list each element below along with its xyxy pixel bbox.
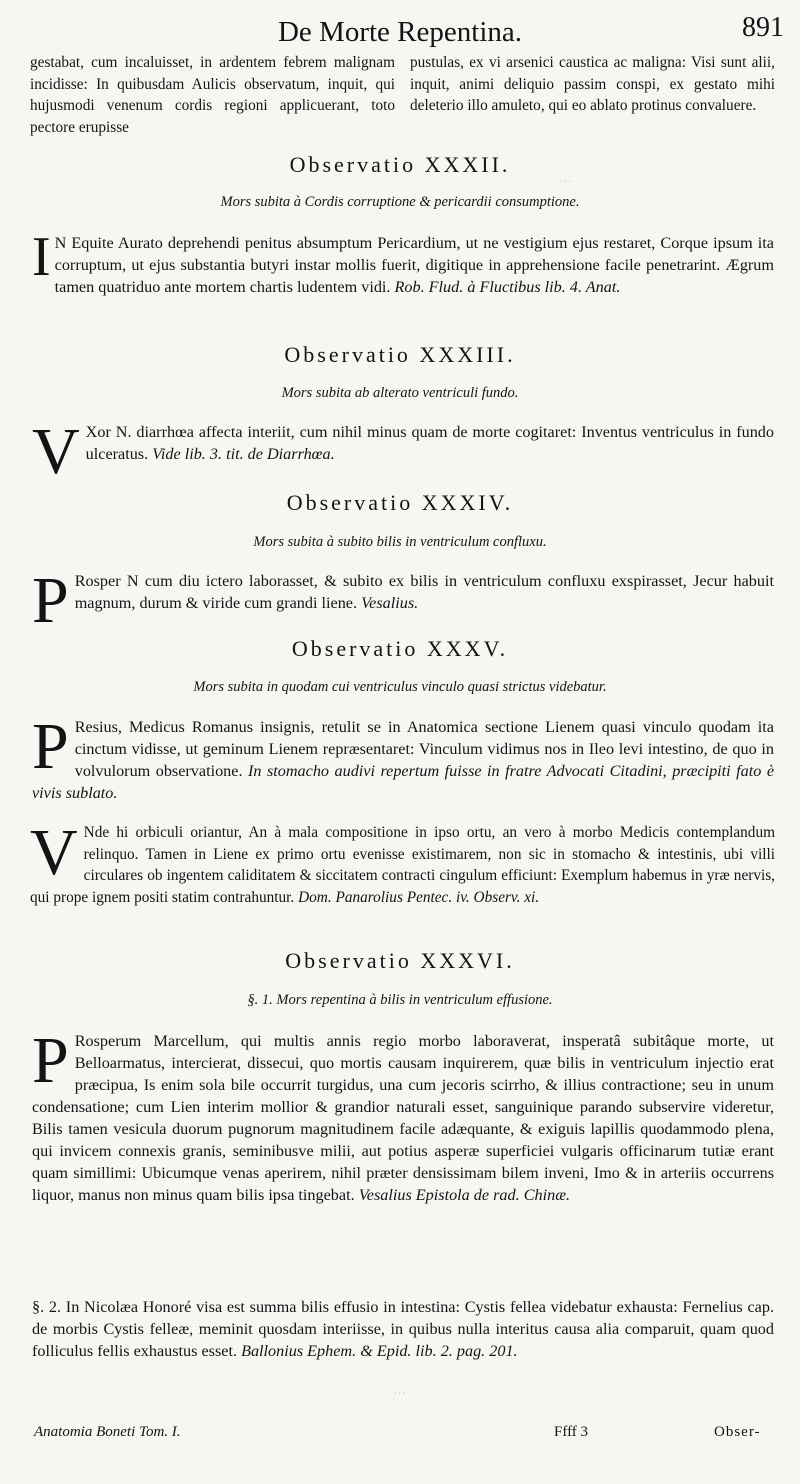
drop-capital: P bbox=[32, 1024, 69, 1097]
page-number: 891 bbox=[742, 12, 784, 43]
two-column-text: V Nde hi orbiculi oriantur, An à mala compositione in ipso ortu, an vero à morbo Medicis contemplandum relinquo. Tamen in Liene ex primo ortu evenisse existimarem, non sic in stomacho & intestinis, ubi villi circulares ob ingentem caliditatem & siccitatem contracti cingulum efficiunt: Exemplum habemus in yræ nervis, qui prope ignem positi statim contrahuntur. Dom. Panarolius Pentec. iv. Observ. xi. bbox=[30, 816, 775, 906]
bleed-through-text: … bbox=[560, 170, 572, 185]
observatio-body: P Rosper N cum diu ictero laborasset, & subito ex bilis in ventriculum confluxu exspirasset, Jecur habuit magnum, durum & viride cum grandi liene. Vesalius. bbox=[32, 564, 774, 637]
drop-capital: P bbox=[32, 710, 69, 783]
observatio-subtitle: Mors subita à subito bilis in ventriculum confluxu. bbox=[253, 534, 547, 550]
citation: Rob. Flud. à Fluctibus lib. 4. Anat. bbox=[394, 278, 621, 296]
observatio-body-section-2: §. 2. In Nicolæa Honoré visa est summa bilis effusio in intestina: Cystis fellea videbatur exhausta: Fernelius cap. de morbis Cystis felleæ, meminit quosdam interiisse, in quibus nulla interitus causa alia comparuit, quam quod folliculus fellis exhaustus esset. Ballonius Ephem. & Epid. lib. 2. pag. 201. bbox=[32, 1298, 774, 1360]
citation: Dom. Panarolius Pentec. iv. Observ. xi. bbox=[298, 888, 540, 906]
signature-mark: Ffff 3 bbox=[554, 1424, 589, 1440]
observatio-body: V Xor N. diarrhœa affecta interiit, cum nihil minus quam de morte cogitaret: Inventus ventriculus in fundo ulceratus. Vide lib. 3. tit. de Diarrhœa. bbox=[32, 415, 774, 488]
observatio-body: P Resius, Medicus Romanus insignis, retulit se in Anatomica sectione Lienem quasi vinculo quodam ita cinctum vidisse, ut geminum Lienem repræsentaret: Vinculum vidimus nos in Ileo levi intestino, de quo in volvulorum observatione. In stomacho audivi repertum fuisse in fratre Advocati Citadini, præcipiti fato è vivis sublato. bbox=[32, 710, 775, 802]
intro-columns bbox=[30, 52, 775, 138]
drop-capital: V bbox=[30, 816, 78, 889]
observatio-subtitle: Mors subita in quodam cui ventriculus vinculo quasi strictus videbatur. bbox=[193, 679, 607, 695]
drop-capital: V bbox=[32, 415, 80, 488]
observatio-body: P Rosperum Marcellum, qui multis annis regio morbo laboraverat, insperatâ subitâque morte, ut Belloarmatus, intercierat, dissecui, quo mortis causam inquirerem, quæ bilis in ventriculum injectio erat præcipua, Is enim sola bile occurrit turgidus, una cum jecoris scirrho, & illius contractione; seu in unum condensatione; cum Lien interim mollior & grandior naturali esset, sanguinique parando subservire videretur, Bilis tamen vesicula duorum pugnorum magnitudinem facile adæquante, & exiguis lapillis quodammodo plena, qui invicem connexis granis, seminibusve milii, aut potius asperæ superficiei vulgaris officinarum tutiæ erant quam simillimi: Ubicumque venas aperirem, nihil præter densissimam bilem inveni, Imo & in arteriis occurrens liquor, manus non minus quam bilis ipsa tingebat. Vesalius Epistola de rad. Chinæ. bbox=[32, 1024, 774, 1204]
intro-left-column: gestabat, cum incaluisset, in ardentem febrem malignam incidisse: In quibusdam Aulicis observatum, inquit, qui hujusmodi venenum cordis regioni applicuerant, toto pectore erupisse bbox=[30, 54, 395, 136]
bleed-through-text: … bbox=[394, 1382, 406, 1397]
footer-title: Anatomia Boneti Tom. I. bbox=[34, 1424, 181, 1440]
observatio-columns bbox=[30, 816, 775, 908]
drop-capital: P bbox=[32, 564, 69, 637]
observatio-subtitle: Mors subita ab alterato ventriculi fundo. bbox=[281, 385, 519, 401]
observatio-heading: Observatio XXXIV. bbox=[286, 490, 514, 515]
observatio-heading: Observatio XXXIII. bbox=[284, 342, 516, 367]
observatio-subtitle: Mors subita à Cordis corruptione & pericardii consumptione. bbox=[220, 194, 580, 210]
italic-remark: In stomacho audivi repertum fuisse in fratre Advocati Citadini, præcipiti fato è vivis sublato. bbox=[32, 762, 775, 802]
intro-right-column: pustulas, ex vi arsenici caustica ac maligna: Visi sunt alii, inquit, animi deliquio passim conspi, ex gestato mihi deleterio illo amuleto, qui eo ablato protinus convaluere. bbox=[410, 54, 775, 114]
observatio-subtitle: §. 1. Mors repentina à bilis in ventriculum effusione. bbox=[247, 992, 553, 1008]
observatio-heading: Observatio XXXII. bbox=[289, 152, 511, 177]
drop-capital: I bbox=[32, 226, 51, 288]
catchword: Obser- bbox=[714, 1424, 761, 1440]
citation: Vesalius Epistola de rad. Chinæ. bbox=[358, 1186, 571, 1204]
citation: Vesalius. bbox=[361, 594, 419, 612]
citation: Ballonius Ephem. & Epid. lib. 2. pag. 201. bbox=[241, 1342, 518, 1360]
observatio-heading: Observatio XXXVI. bbox=[285, 948, 515, 973]
citation: Vide lib. 3. tit. de Diarrhœa. bbox=[152, 445, 335, 463]
observatio-heading: Observatio XXXV. bbox=[291, 636, 509, 661]
observatio-body: I N Equite Aurato deprehendi penitus absumptum Pericardium, ut ne vestigium ejus restaret, Corque ipsum ita corruptum, ut ejus substantia butyri instar mollis fuerit, digitique in apprehensione facile penetrarint. Ægrum tamen quatriduo ante mortem chartis ludentem vidi. Rob. Flud. à Fluctibus lib. 4. Anat. bbox=[32, 226, 774, 296]
running-head: De Morte Repentina. bbox=[277, 16, 522, 48]
